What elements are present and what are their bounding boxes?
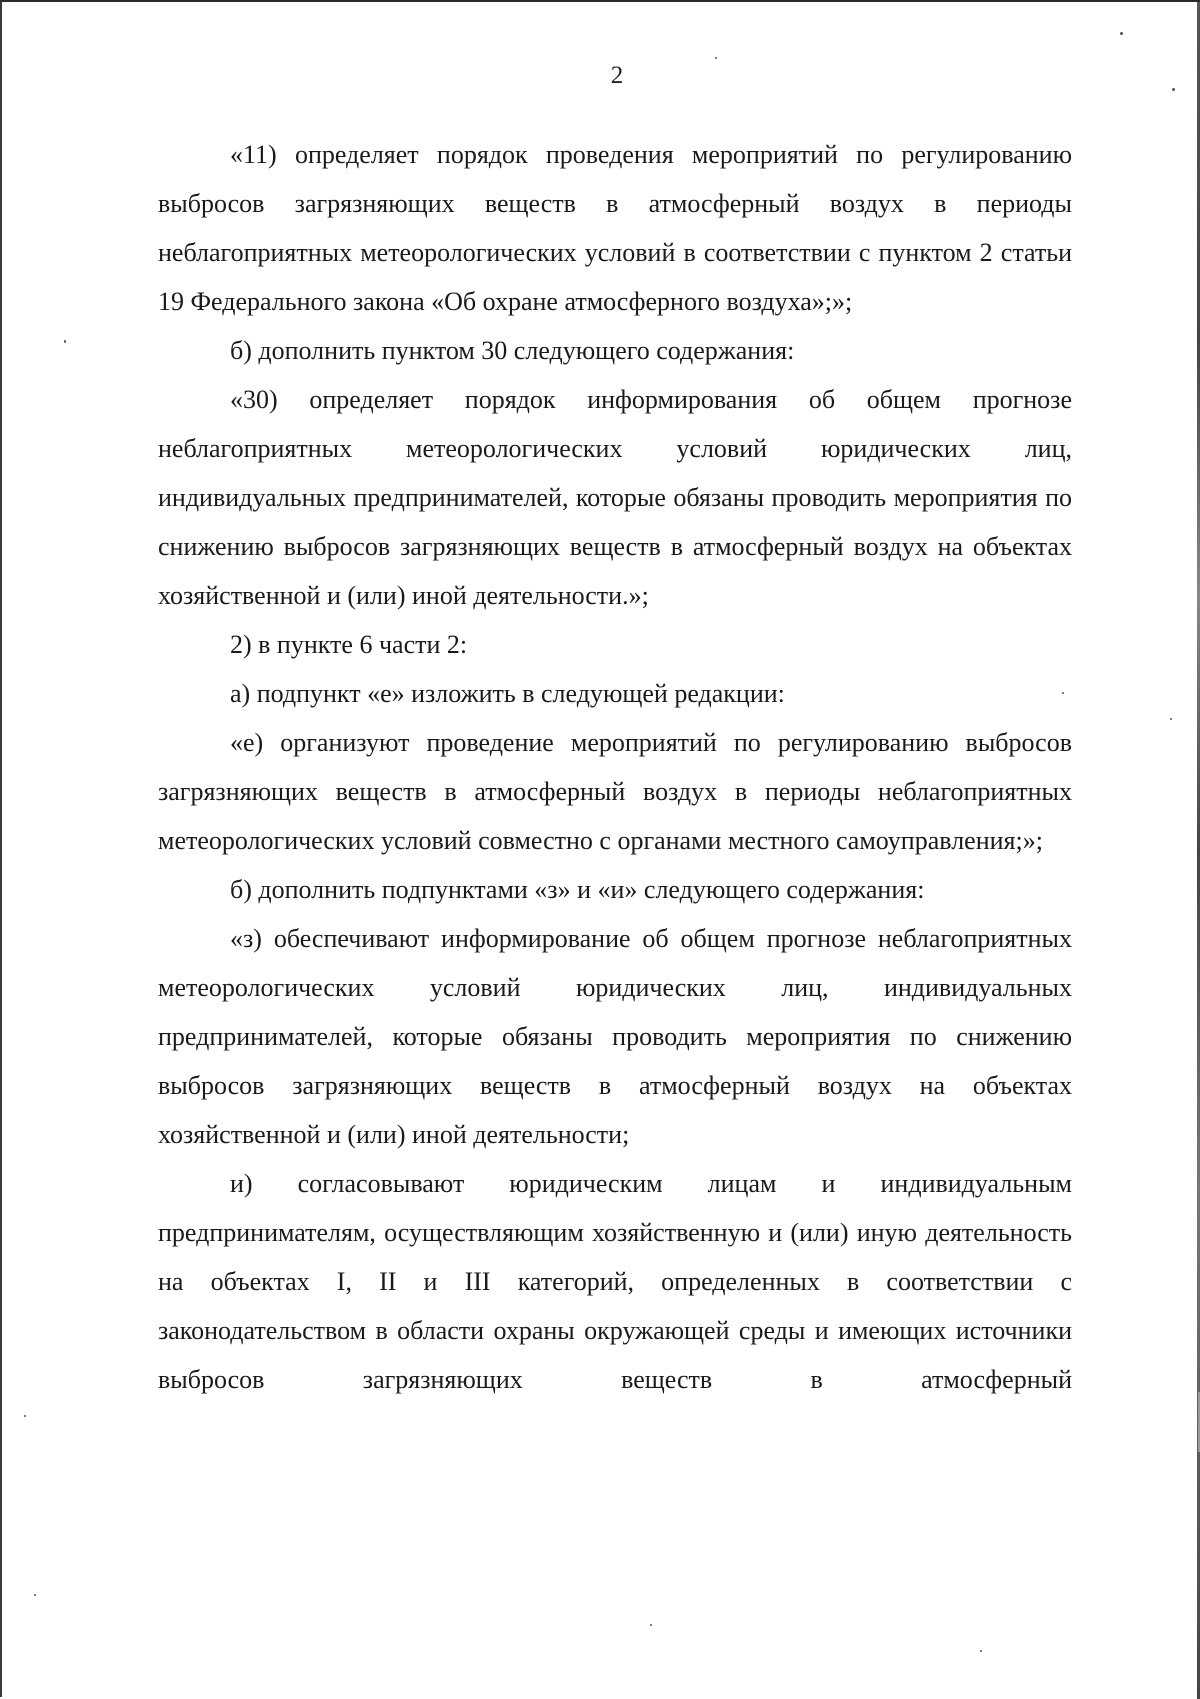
scan-speck [64, 340, 66, 343]
paragraph-point-2-clause-6: 2) в пункте 6 части 2: [230, 630, 468, 659]
paragraph-item-30: «30) определяет порядок информирования об общем прогнозе неблагоприятных метеорологических условий юридических лиц, индивидуальных предпринимателей, которые обязаны проводить мероприятия по снижению выбросов загрязняющих веществ в атмосферный воздух на объектах хозяйственной и (или) иной деятельности.»; [158, 385, 1072, 610]
scan-speck [1062, 692, 1064, 694]
paragraph-amend-a-subitem-e: а) подпункт «е» изложить в следующей редакции: [230, 679, 785, 708]
scan-speck [1170, 718, 1172, 720]
scan-speck [650, 1624, 652, 1626]
paragraph-amend-b-subitems-z-i: б) дополнить подпунктами «з» и «и» следующего содержания: [230, 875, 925, 904]
paragraph-subitem-i: и) согласовывают юридическим лицам и индивидуальным предпринимателям, осуществляющим хозяйственную и (или) иную деятельность на объектах I, II и III категорий, определенных в соответствии с законодательством в области охраны окружающей среды и имеющих источники выбросов загрязняющих веществ в атмосферный [158, 1169, 1072, 1394]
scan-speck [34, 1594, 36, 1596]
scan-speck [980, 1650, 982, 1652]
page-number: 2 [610, 62, 624, 89]
paragraph-amend-b-30: б) дополнить пунктом 30 следующего содержания: [230, 336, 795, 365]
paragraph-subitem-e: «е) организуют проведение мероприятий по регулированию выбросов загрязняющих веществ в атмосферный воздух в периоды неблагоприятных метеорологических условий совместно с органами местного самоуправления;»; [158, 728, 1072, 855]
document-body [158, 130, 1072, 1404]
scan-speck [1172, 88, 1175, 91]
scan-speck [1120, 32, 1123, 35]
paragraph-item-11: «11) определяет порядок проведения мероприятий по регулированию выбросов загрязняющих веществ в атмосферный воздух в периоды неблагоприятных метеорологических условий в соответствии с пунктом 2 статьи 19 Федерального закона «Об охране атмосферного воздуха»;»; [158, 140, 1072, 316]
scan-speck [715, 57, 717, 59]
paragraph-subitem-z: «з) обеспечивают информирование об общем прогнозе неблагоприятных метеорологических условий юридических лиц, индивидуальных предпринимателей, которые обязаны проводить мероприятия по снижению выбросов загрязняющих веществ в атмосферный воздух на объектах хозяйственной и (или) иной деятельности; [158, 924, 1072, 1149]
scan-speck [24, 1415, 26, 1417]
